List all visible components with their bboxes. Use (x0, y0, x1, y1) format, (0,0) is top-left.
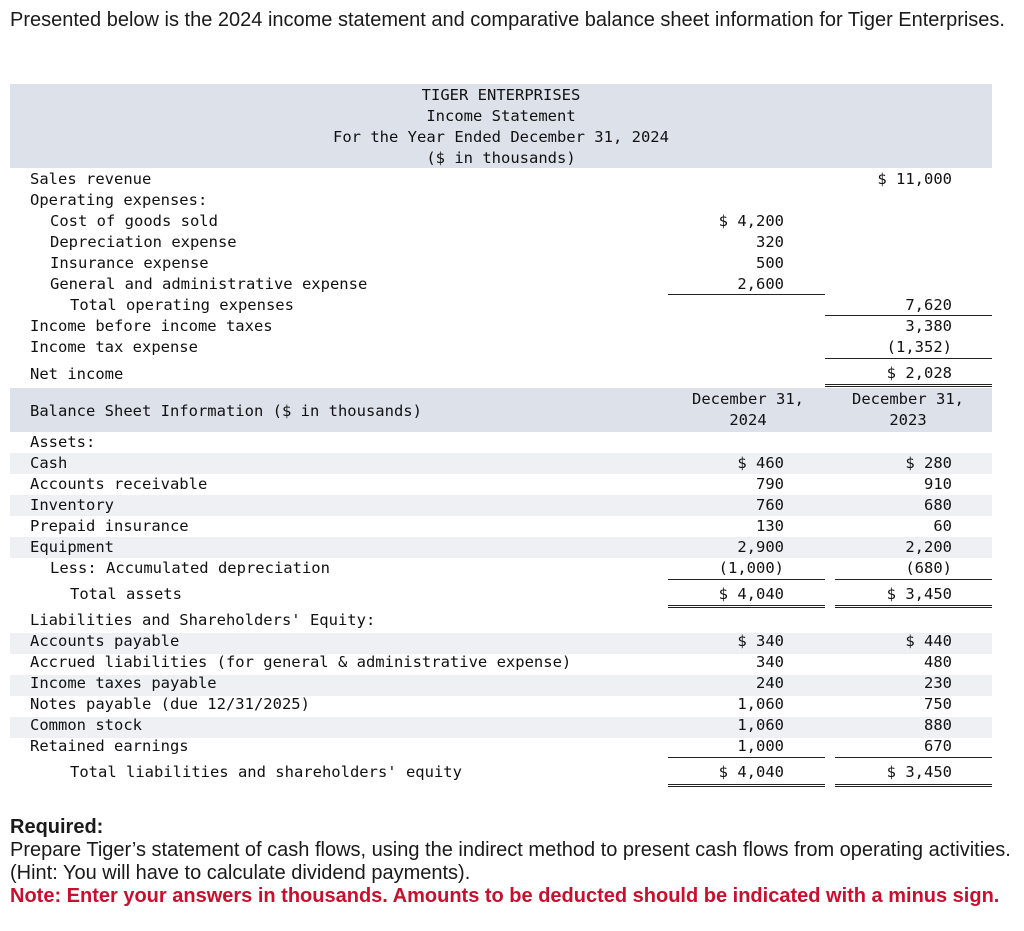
ar-2024: 790 (756, 475, 784, 493)
accum-dep-label: Less: Accumulated depreciation (50, 559, 330, 577)
required-note: Note: Enter your answers in thousands. Amounts to be deducted should be indicated with a minus sign. (10, 885, 1000, 907)
taxes-payable-2023: 230 (924, 674, 952, 692)
retained-earnings-2024: 1,000 (737, 737, 784, 755)
insurance-value: 500 (756, 254, 784, 272)
total-opex-label: Total operating expenses (70, 296, 294, 314)
inventory-label: Inventory (30, 496, 114, 514)
equipment-2024: 2,900 (737, 538, 784, 556)
intro-text: Presented below is the 2024 income statement and comparative balance sheet information for Tiger Enterprises. (10, 9, 1005, 31)
col-2023-header: December 31, 2023 (852, 390, 964, 429)
insurance-label: Insurance expense (50, 254, 209, 272)
prepaid-2023: 60 (933, 517, 952, 535)
equipment-2023: 2,200 (905, 538, 952, 556)
net-income-label: Net income (30, 365, 124, 383)
required-text: Prepare Tiger’s statement of cash flows, using the indirect method to present cash flows from operating activities. (Hint: You will have to calculate dividend payments). (10, 839, 1011, 884)
total-liab-equity-2024: $ 4,040 (718, 763, 784, 781)
subtotal-rule (835, 757, 992, 758)
accrued-label: Accrued liabilities (for general & administrative expense) (30, 653, 572, 671)
subtotal-rule (668, 579, 825, 580)
accum-dep-2023: (680) (905, 559, 952, 577)
total-liab-equity-2023: $ 3,450 (886, 763, 952, 781)
financial-statement (10, 84, 992, 790)
col-2024-header: December 31, 2024 (692, 390, 804, 429)
total-opex-value: 7,620 (905, 296, 952, 314)
ga-label: General and administrative expense (50, 275, 368, 293)
retained-earnings-2023: 670 (924, 737, 952, 755)
inventory-2024: 760 (756, 496, 784, 514)
ibt-label: Income before income taxes (30, 317, 273, 335)
subtotal-rule (825, 358, 992, 359)
cogs-value: $ 4,200 (718, 212, 784, 230)
cash-2023: $ 280 (905, 454, 952, 472)
tax-value: (1,352) (886, 338, 952, 356)
total-assets-2023: $ 3,450 (886, 585, 952, 603)
row-band (10, 453, 992, 474)
equipment-label: Equipment (30, 538, 114, 556)
assets-label: Assets: (30, 433, 96, 451)
depreciation-value: 320 (756, 233, 784, 251)
required-title: Required: (10, 816, 104, 838)
ap-label: Accounts payable (30, 632, 180, 650)
ga-value: 2,600 (737, 275, 784, 293)
row-band (10, 495, 992, 516)
liabilities-label: Liabilities and Shareholders' Equity: (30, 611, 376, 629)
row-band (10, 537, 992, 558)
accum-dep-2024: (1,000) (718, 559, 784, 577)
prepaid-2024: 130 (756, 517, 784, 535)
subtotal-rule (668, 757, 825, 758)
accrued-2024: 340 (756, 653, 784, 671)
total-assets-2024: $ 4,040 (718, 585, 784, 603)
statement-units: ($ in thousands) (426, 149, 576, 167)
ar-2023: 910 (924, 475, 952, 493)
accrued-2023: 480 (924, 653, 952, 671)
cash-2024: $ 460 (737, 454, 784, 472)
statement-period: For the Year Ended December 31, 2024 (333, 128, 669, 146)
ap-2024: $ 340 (737, 632, 784, 650)
common-stock-2023: 880 (924, 716, 952, 734)
row-band (10, 717, 992, 738)
subtotal-rule (668, 294, 825, 295)
prepaid-label: Prepaid insurance (30, 517, 189, 535)
common-stock-2024: 1,060 (737, 716, 784, 734)
ibt-value: 3,380 (905, 317, 952, 335)
taxes-payable-2024: 240 (756, 674, 784, 692)
taxes-payable-label: Income taxes payable (30, 674, 217, 692)
total-double-rule (668, 784, 825, 787)
ap-2023: $ 440 (905, 632, 952, 650)
opex-label: Operating expenses: (30, 191, 208, 209)
common-stock-label: Common stock (30, 716, 142, 734)
statement-name: Income Statement (426, 107, 576, 125)
company-name: TIGER ENTERPRISES (421, 86, 581, 104)
total-double-rule (825, 384, 992, 387)
depreciation-label: Depreciation expense (50, 233, 237, 251)
sales-value: $ 11,000 (877, 170, 952, 188)
required-section (10, 816, 1020, 908)
total-double-rule (835, 605, 992, 608)
total-double-rule (835, 784, 992, 787)
subtotal-rule (835, 579, 992, 580)
retained-earnings-label: Retained earnings (30, 737, 189, 755)
total-assets-label: Total assets (70, 585, 182, 603)
notes-payable-2023: 750 (924, 695, 952, 713)
total-double-rule (668, 605, 825, 608)
total-liab-equity-label: Total liabilities and shareholders' equity (70, 763, 462, 781)
ar-label: Accounts receivable (30, 475, 208, 493)
balance-title: Balance Sheet Information ($ in thousands) (30, 402, 422, 420)
net-income-value: $ 2,028 (886, 364, 952, 382)
cogs-label: Cost of goods sold (50, 212, 218, 230)
cash-label: Cash (30, 454, 68, 472)
notes-payable-label: Notes payable (due 12/31/2025) (30, 695, 310, 713)
sales-label: Sales revenue (30, 170, 152, 188)
inventory-2023: 680 (924, 496, 952, 514)
notes-payable-2024: 1,060 (737, 695, 784, 713)
tax-label: Income tax expense (30, 338, 198, 356)
